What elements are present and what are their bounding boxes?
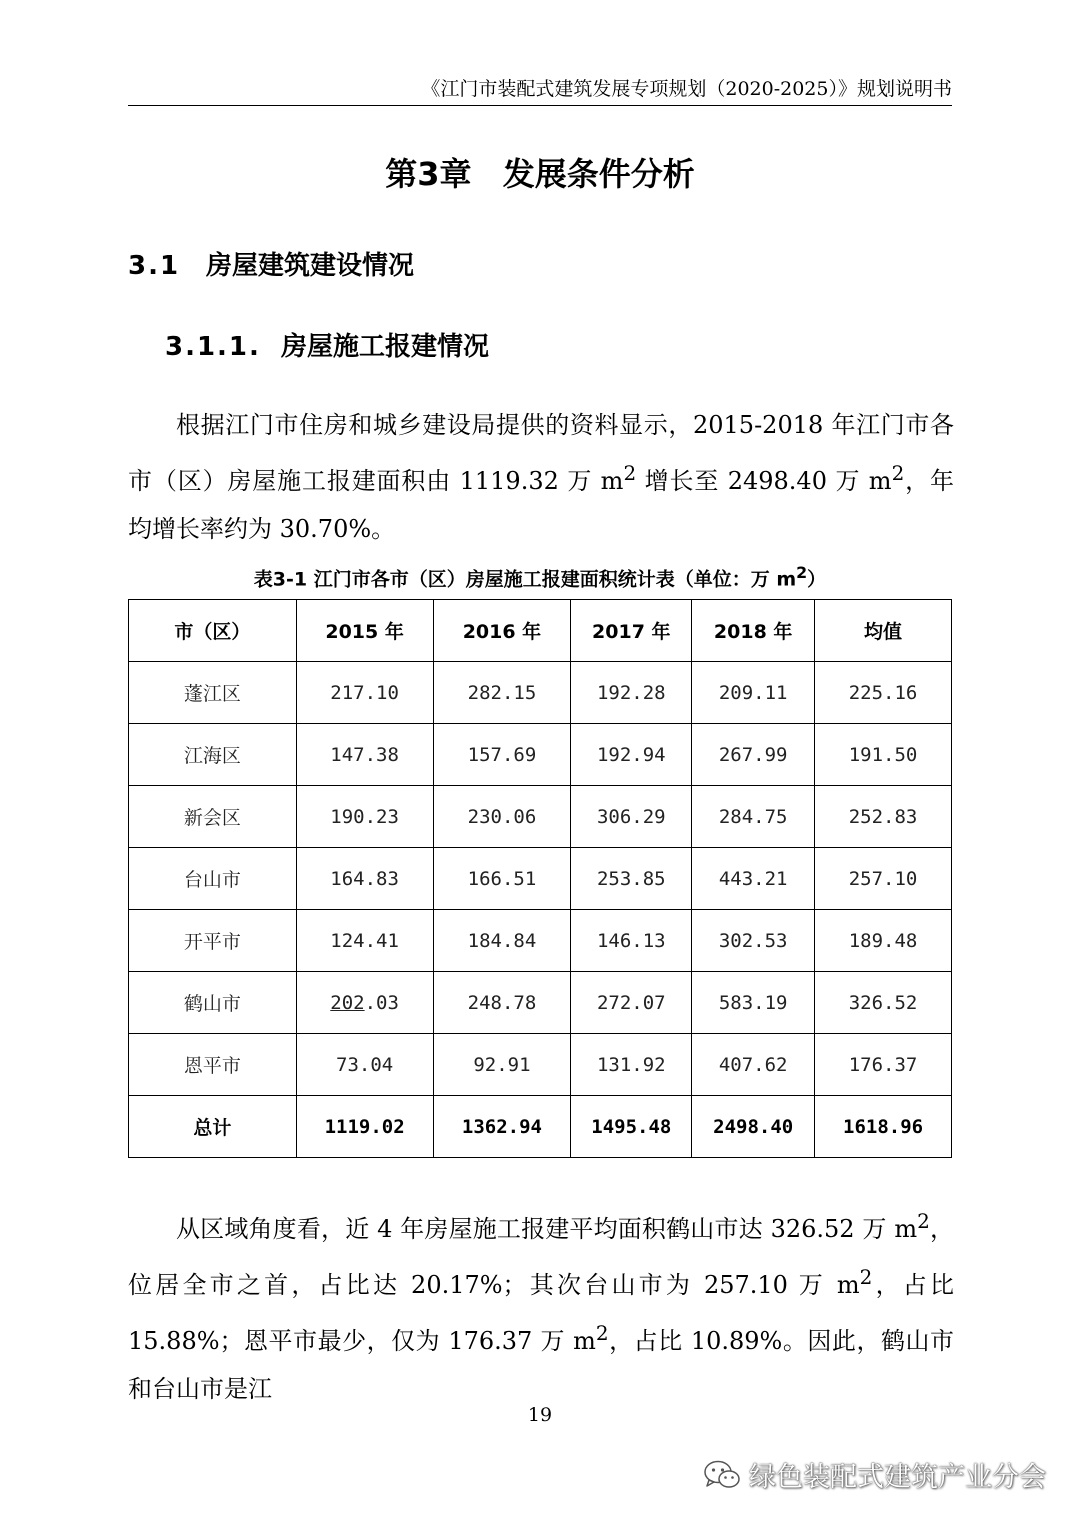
intro-text-1: 根据江门市住房和城乡建设局提供的资料显示，2015-2018 年江门市各市（区）房屋施工报建面积由 1119.32 万 m [128,411,954,495]
section-heading [128,246,414,286]
table-row [129,724,952,786]
cell-total-value: 1495.48 [571,1096,692,1158]
cell-value: 253.85 [571,848,692,910]
cell-value: 131.92 [571,1034,692,1096]
cell-district: 新会区 [129,786,297,848]
cell-district: 恩平市 [129,1034,297,1096]
chapter-title: 第3章 发展条件分析 [385,155,695,193]
page-number: 19 [527,1404,553,1426]
cell-value: 124.41 [296,910,433,972]
analysis-text-1: 从区域角度看，近 4 年房屋施工报建平均面积鹤山市达 326.52 万 m [176,1215,918,1243]
header-2015: 2015 年 [296,600,433,662]
cell-value: 184.84 [433,910,571,972]
cell-value: 189.48 [815,910,952,972]
cell-total-value: 1362.94 [433,1096,571,1158]
cell-total-value: 1618.96 [815,1096,952,1158]
cell-value: 230.06 [433,786,571,848]
cell-value: 225.16 [815,662,952,724]
value-rest: .03 [364,991,399,1014]
cell-value: 176.37 [815,1034,952,1096]
cell-district: 江海区 [129,724,297,786]
cell-value: 302.53 [692,910,815,972]
cell-district: 鹤山市 [129,972,297,1034]
intro-text-3: ，年均增长率约为 30.70%。 [128,467,955,543]
intro-paragraph [128,401,954,553]
header-district: 市（区） [129,600,297,662]
table-header-row [129,600,952,662]
subsection-title: 房屋施工报建情况 [281,332,490,362]
cell-value: 146.13 [571,910,692,972]
superscript: 2 [891,461,905,485]
watermark [703,1455,1046,1494]
cell-value: 164.83 [296,848,433,910]
table-row [129,786,952,848]
cell-value: 583.19 [692,972,815,1034]
cell-value: 282.15 [433,662,571,724]
running-header-title: 《江门市装配式建筑发展专项规划（2020-2025）》规划说明书 [421,78,952,100]
analysis-paragraph [128,1197,954,1413]
cell-value: 284.75 [692,786,815,848]
intro-text-2: 增长至 2498.40 万 m [636,467,892,495]
superscript: 2 [796,563,808,582]
analysis-text-2: ，位居全市之首，占比达 20.17%；其次台山市为 257.10 万 m [128,1215,954,1299]
cell-value: 209.11 [692,662,815,724]
cell-value: 248.78 [433,972,571,1034]
cell-value: 217.10 [296,662,433,724]
cell-value: 192.28 [571,662,692,724]
watermark-text: 绿色装配式建筑产业分会 [749,1462,1046,1493]
cell-value: 191.50 [815,724,952,786]
cell-value: 166.51 [433,848,571,910]
table-row [129,848,952,910]
cell-district: 蓬江区 [129,662,297,724]
cell-value: 252.83 [815,786,952,848]
table-caption-text: 表3-1 江门市各市（区）房屋施工报建面积统计表（单位：万 m [253,568,797,591]
cell-value [296,972,433,1034]
cell-value: 157.69 [433,724,571,786]
cell-value: 192.94 [571,724,692,786]
superscript: 2 [917,1209,930,1233]
superscript: 2 [859,1265,873,1289]
running-header [128,76,952,106]
underlined-value-part: 202 [330,991,365,1014]
subsection-heading [165,327,489,367]
table-caption-suffix: ） [807,568,827,591]
table-total-row [129,1096,952,1158]
wechat-icon [703,1459,741,1491]
cell-total-label: 总计 [129,1096,297,1158]
cell-value: 190.23 [296,786,433,848]
superscript: 2 [595,1321,609,1345]
section-number: 3.1 [128,251,181,281]
header-2016: 2016 年 [433,600,571,662]
cell-value: 257.10 [815,848,952,910]
table-caption [128,558,952,594]
subsection-number: 3.1.1. [165,332,261,362]
header-2017: 2017 年 [571,600,692,662]
table-row [129,910,952,972]
analysis-text-3: ，占比 15.88%；恩平市最少，仅为 176.37 万 m [128,1271,955,1355]
section-title: 房屋建筑建设情况 [206,251,415,281]
cell-district: 台山市 [129,848,297,910]
construction-area-table [128,599,952,1158]
cell-value: 73.04 [296,1034,433,1096]
cell-value: 326.52 [815,972,952,1034]
cell-value: 147.38 [296,724,433,786]
cell-value: 92.91 [433,1034,571,1096]
superscript: 2 [623,461,637,485]
analysis-text-4: ，占比 10.89%。因此，鹤山市和台山市是江 [128,1327,954,1403]
cell-value: 306.29 [571,786,692,848]
cell-total-value: 2498.40 [692,1096,815,1158]
cell-value: 443.21 [692,848,815,910]
header-2018: 2018 年 [692,600,815,662]
cell-total-value: 1119.02 [296,1096,433,1158]
cell-value: 407.62 [692,1034,815,1096]
header-average: 均值 [815,600,952,662]
table-row [129,1034,952,1096]
cell-value: 272.07 [571,972,692,1034]
table-row [129,972,952,1034]
cell-value: 267.99 [692,724,815,786]
cell-district: 开平市 [129,910,297,972]
table-row [129,662,952,724]
